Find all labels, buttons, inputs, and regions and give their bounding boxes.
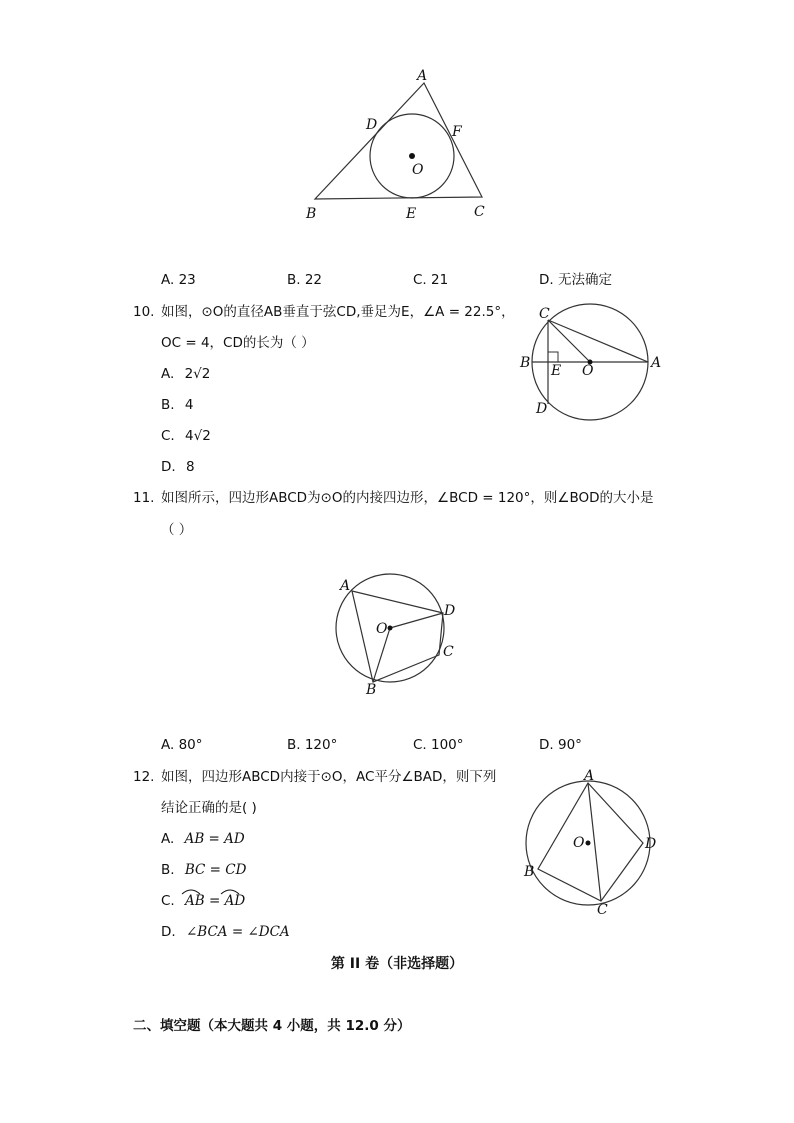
q12-center-dot <box>586 841 591 846</box>
q9-label-D: D <box>366 117 378 133</box>
q10-label-E: E <box>551 363 562 379</box>
q10-option-d-letter: D. <box>161 459 176 475</box>
q12-label-A: A <box>584 768 595 784</box>
q10-option-d-value: 8 <box>185 459 195 475</box>
q9-label-C: C <box>474 204 485 220</box>
q10-label-O: O <box>582 363 594 379</box>
q12-label-C: C <box>597 902 608 918</box>
q10-option-b-value: 4 <box>184 397 194 413</box>
q10-label-A: A <box>651 355 662 371</box>
q9-label-B: B <box>306 206 317 222</box>
q9-option-a[interactable]: A. 23 <box>161 272 196 288</box>
q11-figure <box>330 568 470 698</box>
q9-label-E: E <box>406 206 417 222</box>
q12-option-a[interactable] <box>161 830 245 848</box>
q11-option-b[interactable]: B. 120° <box>287 737 338 753</box>
q10-option-c-letter: C. <box>161 428 175 444</box>
q9-label-O: O <box>412 162 424 178</box>
q12-option-d-value: ∠BCA = ∠DCA <box>185 924 290 940</box>
q10-label-D: D <box>536 401 548 417</box>
q10-option-c[interactable] <box>161 427 211 445</box>
q11-label-D: D <box>444 603 456 619</box>
q12-option-c-value: AB = AD <box>185 893 246 909</box>
q9-label-A: A <box>417 68 428 84</box>
q9-figure <box>300 60 500 230</box>
q12-label-O: O <box>573 835 585 851</box>
q10-segment-ca <box>548 320 648 362</box>
q12-option-d-letter: D. <box>161 924 176 940</box>
q10-label-B: B <box>520 355 531 371</box>
q11-option-d[interactable]: D. 90° <box>539 737 582 753</box>
q10-option-a[interactable] <box>161 365 210 383</box>
q10-stem-line2: OC = 4，CD的长为（ ） <box>161 335 315 351</box>
q10-label-C: C <box>539 306 550 322</box>
q11-center-dot <box>388 626 393 631</box>
q11-stem-line2: （ ） <box>161 522 193 538</box>
q10-option-b-letter: B. <box>161 397 175 413</box>
q12-label-D: D <box>645 836 657 852</box>
q10-option-a-letter: A. <box>161 366 175 382</box>
q11-label-A: A <box>340 578 351 594</box>
q10-right-angle-mark <box>548 352 558 362</box>
q9-triangle <box>315 83 482 199</box>
q10-option-b[interactable] <box>161 396 193 414</box>
q10-option-d[interactable] <box>161 458 195 476</box>
q11-segment-od <box>390 613 443 628</box>
q9-option-c[interactable]: C. 21 <box>413 272 449 288</box>
q12-label-B: B <box>524 864 535 880</box>
q12-option-b-value: BC = CD <box>184 862 247 878</box>
q11-label-C: C <box>443 644 454 660</box>
q10-option-a-value: 2√2 <box>184 366 211 382</box>
q10-stem-line1: 如图，⊙O的直径AB垂直于弦CD,垂足为E，∠A = 22.5°， <box>161 304 515 320</box>
q11-option-a[interactable]: A. 80° <box>161 737 203 753</box>
volume-title: 第 II 卷（非选择题） <box>330 956 464 972</box>
q12-option-b-letter: B. <box>161 862 175 878</box>
q9-center-dot <box>409 153 415 159</box>
part-title: 二、填空题（本大题共 4 小题，共 12.0 分） <box>133 1018 411 1034</box>
q11-quadrilateral <box>352 591 443 682</box>
q12-figure <box>518 768 668 918</box>
q9-option-d[interactable]: D. 无法确定 <box>539 272 612 288</box>
q10-number: 10. <box>133 304 155 320</box>
q12-number: 12. <box>133 769 155 785</box>
q9-option-b[interactable]: B. 22 <box>287 272 323 288</box>
q9-label-F: F <box>452 124 462 140</box>
q10-figure <box>515 300 670 425</box>
q11-label-O: O <box>376 621 388 637</box>
q12-stem-line1: 如图，四边形ABCD内接于⊙O，AC平分∠BAD，则下列 <box>161 769 497 785</box>
q10-segment-co <box>548 320 590 362</box>
q12-option-c-arc-marks <box>180 886 250 896</box>
q12-option-c-letter: C. <box>161 893 175 909</box>
q12-option-a-letter: A. <box>161 831 175 847</box>
q10-option-c-value: 4√2 <box>185 428 211 444</box>
q12-option-b[interactable] <box>161 861 246 879</box>
q11-label-B: B <box>366 682 377 698</box>
q12-stem-line2: 结论正确的是( ) <box>161 800 257 816</box>
q11-option-c[interactable]: C. 100° <box>413 737 464 753</box>
q12-option-d[interactable] <box>161 923 290 941</box>
q11-number: 11. <box>133 490 155 506</box>
q11-stem-line1: 如图所示，四边形ABCD为⊙O的内接四边形，∠BCD = 120°，则∠BOD的大小是 <box>161 490 654 506</box>
q12-option-a-value: AB = AD <box>184 831 245 847</box>
